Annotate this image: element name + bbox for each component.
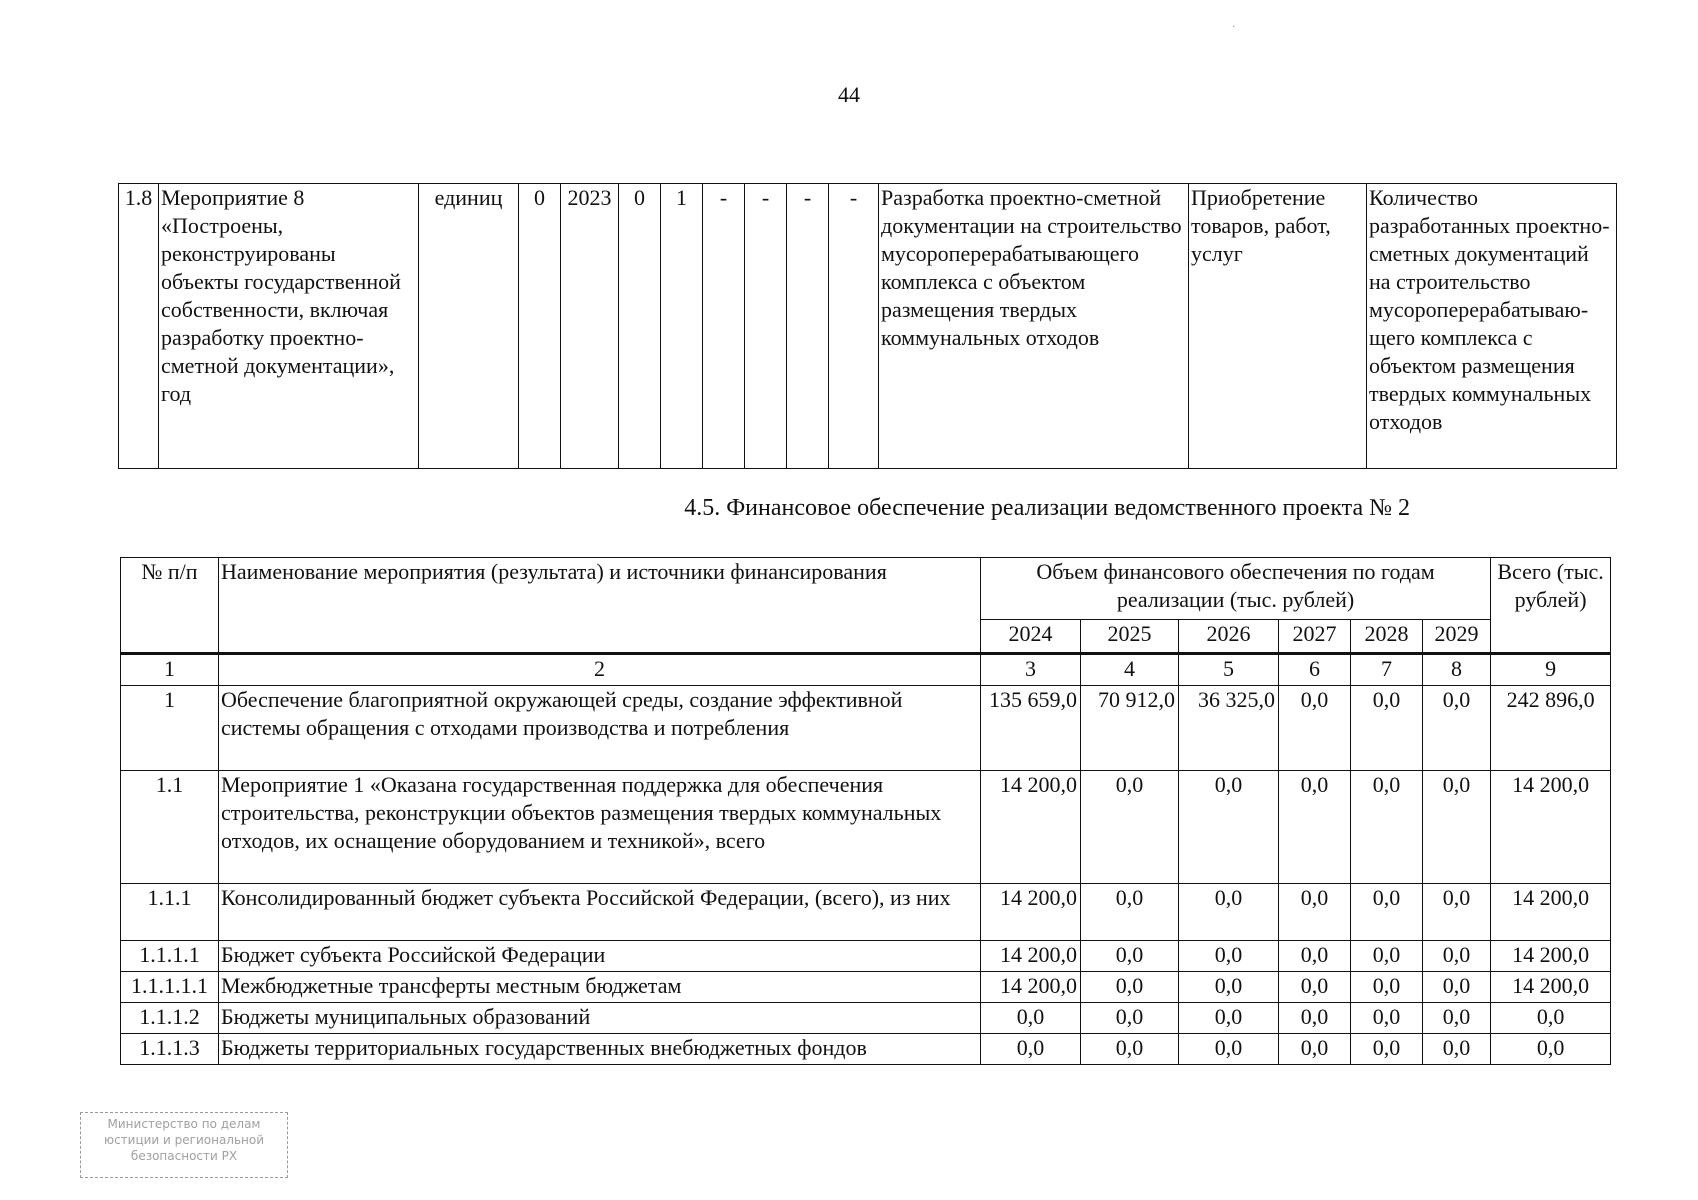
row-value: 0,0 [1423, 686, 1491, 771]
table-row [121, 771, 1611, 884]
header-year: 2028 [1351, 619, 1423, 653]
row-value: 0,0 [1081, 1034, 1179, 1065]
row-value: 0,0 [1179, 884, 1279, 941]
row-description: Разработка проектно-сметной документации на строительство мусороперерабатывающего комплекса с объектом размещения твердых коммунальных отходов [879, 184, 1189, 469]
row-value: 0,0 [1081, 1003, 1179, 1034]
row-value: 0,0 [1179, 771, 1279, 884]
row-value: 0,0 [1351, 972, 1423, 1003]
row-value: 0,0 [1081, 771, 1179, 884]
row-unit: единиц [419, 184, 519, 469]
row-number: 1 [121, 686, 219, 771]
corner-mark: · [1232, 22, 1236, 33]
row-value: 0,0 [1279, 972, 1351, 1003]
row-value: 0,0 [1081, 941, 1179, 972]
header-row [121, 558, 1611, 620]
row-total: 14 200,0 [1491, 972, 1611, 1003]
table-row [119, 184, 1617, 469]
row-value: 0,0 [1279, 686, 1351, 771]
result-table [118, 183, 1617, 469]
row-total: 14 200,0 [1491, 771, 1611, 884]
column-number: 1 [121, 654, 219, 686]
row-value: 0,0 [1423, 771, 1491, 884]
stamp-line: юстиции и региональной [103, 1133, 265, 1147]
row-type: Приобретение товаров, работ, услуг [1189, 184, 1367, 469]
column-number: 2 [219, 654, 981, 686]
row-value: 1 [661, 184, 703, 469]
finance-table [120, 557, 1611, 1065]
row-base-value: 0 [519, 184, 561, 469]
row-value: - [787, 184, 829, 469]
row-value: 0,0 [1179, 1003, 1279, 1034]
row-name: Мероприятие 1 «Оказана государственная поддержка для обеспечения строительства, реконструкции объектов размещения твердых коммунальных отходов, их оснащение оборудованием и техникой», всего [219, 771, 981, 884]
header-volume: Объем финансового обеспечения по годам реализации (тыс. рублей) [981, 558, 1491, 620]
row-value: 0,0 [1081, 884, 1179, 941]
row-number: 1.1.1 [121, 884, 219, 941]
row-value: 14 200,0 [981, 884, 1081, 941]
row-number: 1.1.1.2 [121, 1003, 219, 1034]
column-number: 3 [981, 654, 1081, 686]
row-value: 14 200,0 [981, 941, 1081, 972]
row-value: - [829, 184, 879, 469]
row-value: - [703, 184, 745, 469]
row-name: Консолидированный бюджет субъекта Российской Федерации, (всего), из них [219, 884, 981, 941]
row-name: Бюджет субъекта Российской Федерации [219, 941, 981, 972]
column-numbers-row [121, 654, 1611, 686]
column-number: 7 [1351, 654, 1423, 686]
column-number: 5 [1179, 654, 1279, 686]
section-title: 4.5. Финансовое обеспечение реализации ведомственного проекта № 2 [684, 495, 1410, 521]
row-total: 0,0 [1491, 1003, 1611, 1034]
table-row [121, 686, 1611, 771]
row-value: 0,0 [1279, 941, 1351, 972]
header-total: Всего (тыс. рублей) [1491, 558, 1611, 654]
column-number: 4 [1081, 654, 1179, 686]
row-value: 0 [619, 184, 661, 469]
table-row [121, 1034, 1611, 1065]
row-value: 0,0 [1351, 884, 1423, 941]
row-value: 0,0 [1279, 884, 1351, 941]
page-number: 44 [838, 82, 860, 107]
column-number: 9 [1491, 654, 1611, 686]
registration-stamp [80, 1112, 288, 1178]
row-name: Обеспечение благоприятной окружающей среды, создание эффективной системы обращения с отходами производства и потребления [219, 686, 981, 771]
table-row [121, 972, 1611, 1003]
row-number: 1.1.1.1 [121, 941, 219, 972]
header-name: Наименование мероприятия (результата) и источники финансирования [219, 558, 981, 654]
row-total: 14 200,0 [1491, 941, 1611, 972]
row-value: 0,0 [1351, 1034, 1423, 1065]
row-value: 0,0 [1351, 941, 1423, 972]
row-value: 0,0 [1423, 972, 1491, 1003]
header-year: 2026 [1179, 619, 1279, 653]
row-value: 0,0 [1423, 884, 1491, 941]
row-value: 36 325,0 [1179, 686, 1279, 771]
row-value: 0,0 [1279, 1034, 1351, 1065]
row-name: Мероприятие 8 «Построены, реконструированы объекты государственной собственности, включая разработку проектно-сметной документации», год [159, 184, 419, 469]
table-row [121, 1003, 1611, 1034]
table-row [121, 941, 1611, 972]
row-value: 0,0 [1423, 1003, 1491, 1034]
row-name: Бюджеты территориальных государственных внебюджетных фондов [219, 1034, 981, 1065]
row-value: 0,0 [1179, 941, 1279, 972]
row-value: 0,0 [981, 1003, 1081, 1034]
row-number: 1.1.1.3 [121, 1034, 219, 1065]
row-value: 135 659,0 [981, 686, 1081, 771]
row-value: 14 200,0 [981, 771, 1081, 884]
row-value: 0,0 [1423, 941, 1491, 972]
row-number: 1.1.1.1.1 [121, 972, 219, 1003]
stamp-line: безопасности РХ [130, 1149, 238, 1163]
table-row [121, 884, 1611, 941]
row-value: 14 200,0 [981, 972, 1081, 1003]
row-value: 0,0 [1423, 1034, 1491, 1065]
row-value: 0,0 [1351, 771, 1423, 884]
column-number: 8 [1423, 654, 1491, 686]
header-year: 2029 [1423, 619, 1491, 653]
row-name: Бюджеты муниципальных образований [219, 1003, 981, 1034]
row-base-year: 2023 [561, 184, 619, 469]
row-value: - [745, 184, 787, 469]
stamp-line: Министерство по делам [107, 1117, 261, 1131]
header-year: 2024 [981, 619, 1081, 653]
row-value: 0,0 [1081, 972, 1179, 1003]
row-total: 242 896,0 [1491, 686, 1611, 771]
column-number: 6 [1279, 654, 1351, 686]
row-value: 0,0 [1351, 686, 1423, 771]
row-number: 1.8 [119, 184, 159, 469]
row-characteristic: Количество разработанных проектно-сметных документаций на строительство мусороперерабатываю-щего комплекса с объектом размещения твердых коммунальных отходов [1367, 184, 1617, 469]
row-value: 0,0 [981, 1034, 1081, 1065]
row-value: 0,0 [1351, 1003, 1423, 1034]
row-value: 70 912,0 [1081, 686, 1179, 771]
row-number: 1.1 [121, 771, 219, 884]
header-year: 2025 [1081, 619, 1179, 653]
row-total: 14 200,0 [1491, 884, 1611, 941]
row-value: 0,0 [1279, 771, 1351, 884]
row-value: 0,0 [1179, 1034, 1279, 1065]
row-value: 0,0 [1179, 972, 1279, 1003]
row-total: 0,0 [1491, 1034, 1611, 1065]
row-value: 0,0 [1279, 1003, 1351, 1034]
row-name: Межбюджетные трансферты местным бюджетам [219, 972, 981, 1003]
header-year: 2027 [1279, 619, 1351, 653]
header-num: № п/п [121, 558, 219, 654]
